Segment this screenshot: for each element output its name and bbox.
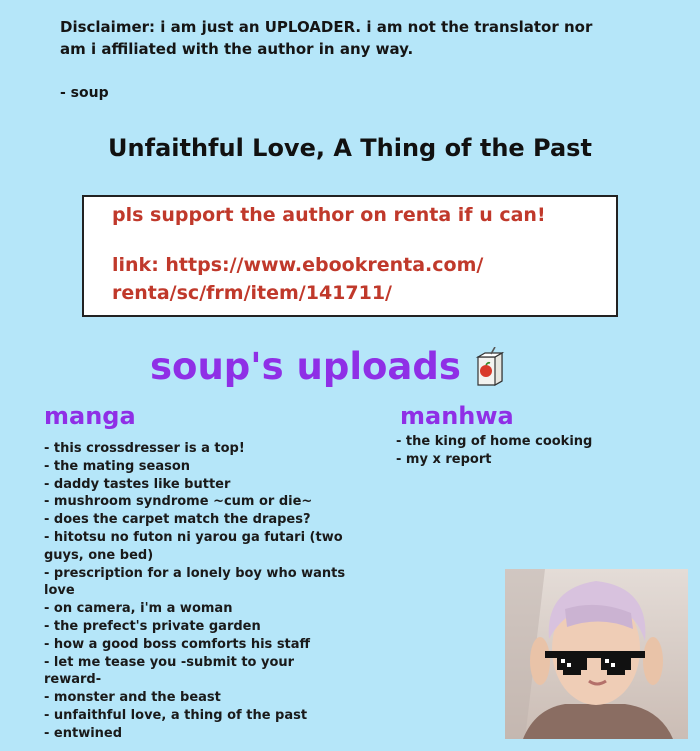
uploads-heading-text: soup's uploads <box>150 345 461 388</box>
disclaimer <box>60 16 660 60</box>
list-item: - does the carpet match the drapes? <box>44 512 311 528</box>
disclaimer-line-1: Disclaimer: i am just an UPLOADER. i am not the translator nor <box>60 18 593 36</box>
manga-list <box>44 440 354 743</box>
list-item: - unfaithful love, a thing of the past <box>44 707 308 723</box>
meme-photo <box>505 569 688 739</box>
support-link-line-2[interactable]: renta/sc/frm/item/141711/ <box>112 282 392 304</box>
list-item: - how a good boss comforts his staff <box>44 636 311 652</box>
list-item: - on camera, i'm a woman <box>44 601 233 617</box>
list-item: - this crossdresser is a top! <box>44 441 245 456</box>
list-item: - prescription for a lonely boy who wants love <box>44 565 346 599</box>
support-link-line-1[interactable]: link: https://www.ebookrenta.com/ <box>112 254 484 276</box>
manga-heading: manga <box>44 402 136 430</box>
manhwa-list <box>396 433 636 469</box>
uploads-heading <box>150 345 505 388</box>
person-with-pixel-sunglasses-image <box>505 569 688 739</box>
list-item: - the king of home cooking <box>396 434 593 449</box>
list-item: - mushroom syndrome ~cum or die~ <box>44 494 313 510</box>
list-item: - entwined <box>44 725 123 741</box>
disclaimer-line-2: am i affiliated with the author in any way. <box>60 40 414 58</box>
manhwa-heading: manhwa <box>400 402 514 430</box>
uploader-signature: - soup <box>60 85 109 101</box>
support-box <box>82 195 618 317</box>
juice-box-icon <box>475 347 505 387</box>
list-item: - the mating season <box>44 458 191 474</box>
list-item: - the prefect's private garden <box>44 618 261 634</box>
list-item: - hitotsu no futon ni yarou ga futari (two guys, one bed) <box>44 529 343 563</box>
support-message: pls support the author on renta if u can! <box>112 204 546 226</box>
page-title: Unfaithful Love, A Thing of the Past <box>108 134 592 162</box>
list-item: - daddy tastes like butter <box>44 476 231 492</box>
list-item: - my x report <box>396 451 492 467</box>
list-item: - monster and the beast <box>44 690 221 706</box>
list-item: - let me tease you -submit to your reward- <box>44 654 295 688</box>
